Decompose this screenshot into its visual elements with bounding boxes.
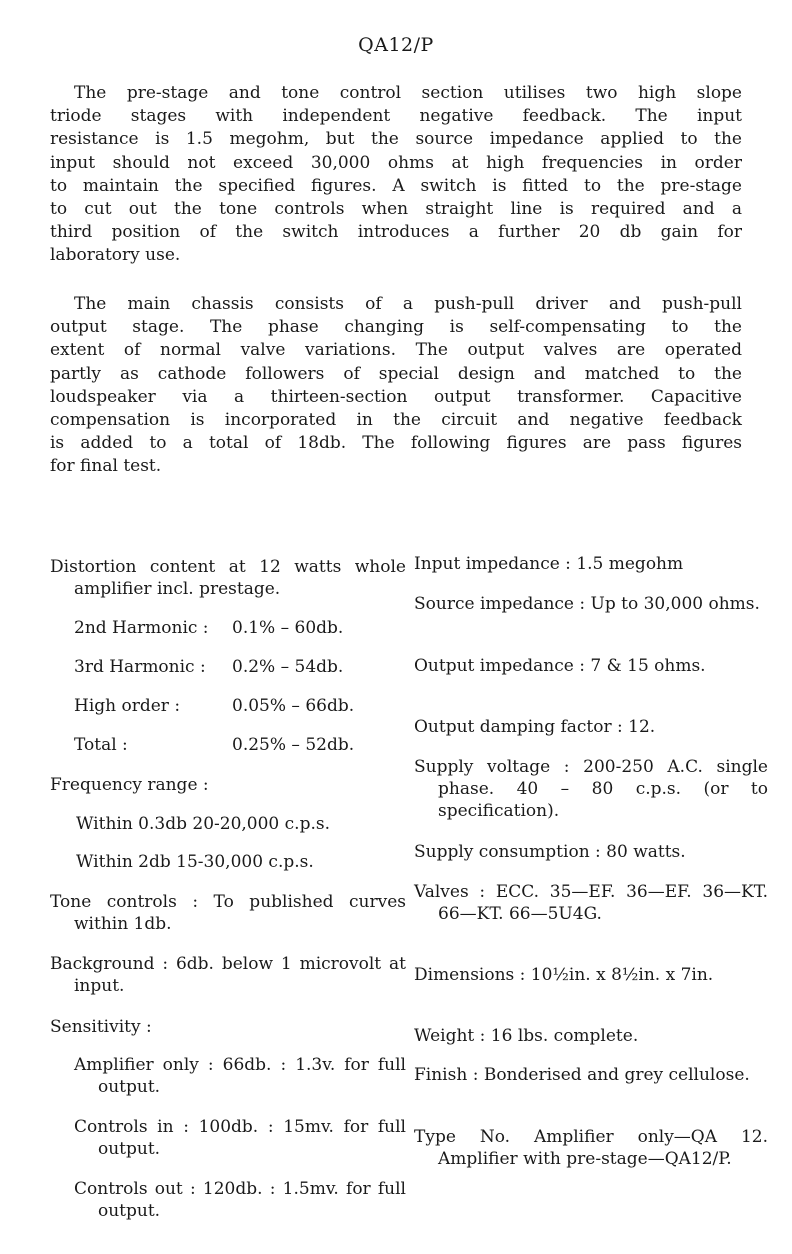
text-line: to maintain the specified figures. A switch is fitted to the pre-stage xyxy=(50,175,742,196)
text-line: loudspeaker via a thirteen-section output transformer. Capacitive xyxy=(50,386,742,407)
finish-spec: Finish : Bonderised and grey cellulose. xyxy=(414,1065,750,1085)
dimensions-spec: Dimensions : 10½in. x 8½in. x 7in. xyxy=(414,965,714,985)
page-title: QA12/P xyxy=(358,34,434,56)
valves-spec: Valves : ECC. 35—EF. 36—EF. 36—KT. 66—KT. 66—5U4G. xyxy=(414,882,768,924)
supply-consumption-spec: Supply consumption : 80 watts. xyxy=(414,842,686,862)
text-line: input should not exceed 30,000 ohms at high frequencies in order xyxy=(50,152,742,173)
background-spec: Background : 6db. below 1 microvolt at input. xyxy=(50,954,406,996)
text-line: for final test. xyxy=(50,456,162,477)
tone-controls-spec: Tone controls : To published curves within 1db. xyxy=(50,892,406,934)
amplifier-only-spec: Amplifier only : 66db. : 1.3v. for full output. xyxy=(74,1055,406,1097)
harmonic-3-row: 3rd Harmonic : 0.2% – 54db. xyxy=(74,657,344,677)
text-line: The main chassis consists of a push-pull driver and push-pull xyxy=(74,294,742,314)
text-line: The pre-stage and tone control section utilises two high slope xyxy=(74,83,742,103)
high-order-row: High order : 0.05% – 66db. xyxy=(74,696,355,716)
text-line: resistance is 1.5 megohm, but the source impedance applied to the xyxy=(50,129,742,150)
frequency-within-2: Within 2db 15-30,000 c.p.s. xyxy=(76,852,314,872)
source-impedance-spec: Source impedance : Up to 30,000 ohms. xyxy=(414,594,760,614)
text-line: third position of the switch introduces a further 20 db gain for xyxy=(50,222,742,243)
controls-in-spec: Controls in : 100db. : 15mv. for full output. xyxy=(74,1117,406,1159)
controls-out-spec: Controls out : 120db. : 1.5mv. for full output. xyxy=(74,1179,406,1221)
total-row: Total : 0.25% – 52db. xyxy=(74,735,355,755)
output-impedance-spec: Output impedance : 7 & 15 ohms. xyxy=(414,656,706,676)
text-line: compensation is incorporated in the circuit and negative feedback xyxy=(50,410,742,431)
type-number-spec: Type No. Amplifier only—QA 12. Amplifier with pre-stage—QA12/P. xyxy=(414,1127,768,1169)
text-line: is added to a total of 18db. The following figures are pass figures xyxy=(50,433,742,454)
damping-factor-spec: Output damping factor : 12. xyxy=(414,717,656,737)
distortion-spec: Distortion content at 12 watts whole amplifier incl. prestage. xyxy=(50,557,406,599)
text-line: output stage. The phase changing is self-compensating to the xyxy=(50,317,742,338)
text-line: partly as cathode followers of special design and matched to the xyxy=(50,363,742,384)
weight-spec: Weight : 16 lbs. complete. xyxy=(414,1026,639,1046)
text-line: extent of normal valve variations. The output valves are operated xyxy=(50,340,742,361)
frequency-range-label: Frequency range : xyxy=(50,775,209,795)
sensitivity-label: Sensitivity : xyxy=(50,1017,152,1037)
text-line: to cut out the tone controls when straight line is required and a xyxy=(50,199,742,220)
input-impedance-spec: Input impedance : 1.5 megohm xyxy=(414,554,684,574)
text-line: triode stages with independent negative feedback. The input xyxy=(50,106,742,127)
frequency-within-1: Within 0.3db 20-20,000 c.p.s. xyxy=(76,814,330,834)
harmonic-2-row: 2nd Harmonic : 0.1% – 60db. xyxy=(74,618,344,638)
right-spec-column xyxy=(414,0,768,1254)
supply-voltage-spec: Supply voltage : 200-250 A.C. single phase. 40 – 80 c.p.s. (or to specification). xyxy=(414,757,768,821)
text-line: laboratory use. xyxy=(50,245,181,266)
